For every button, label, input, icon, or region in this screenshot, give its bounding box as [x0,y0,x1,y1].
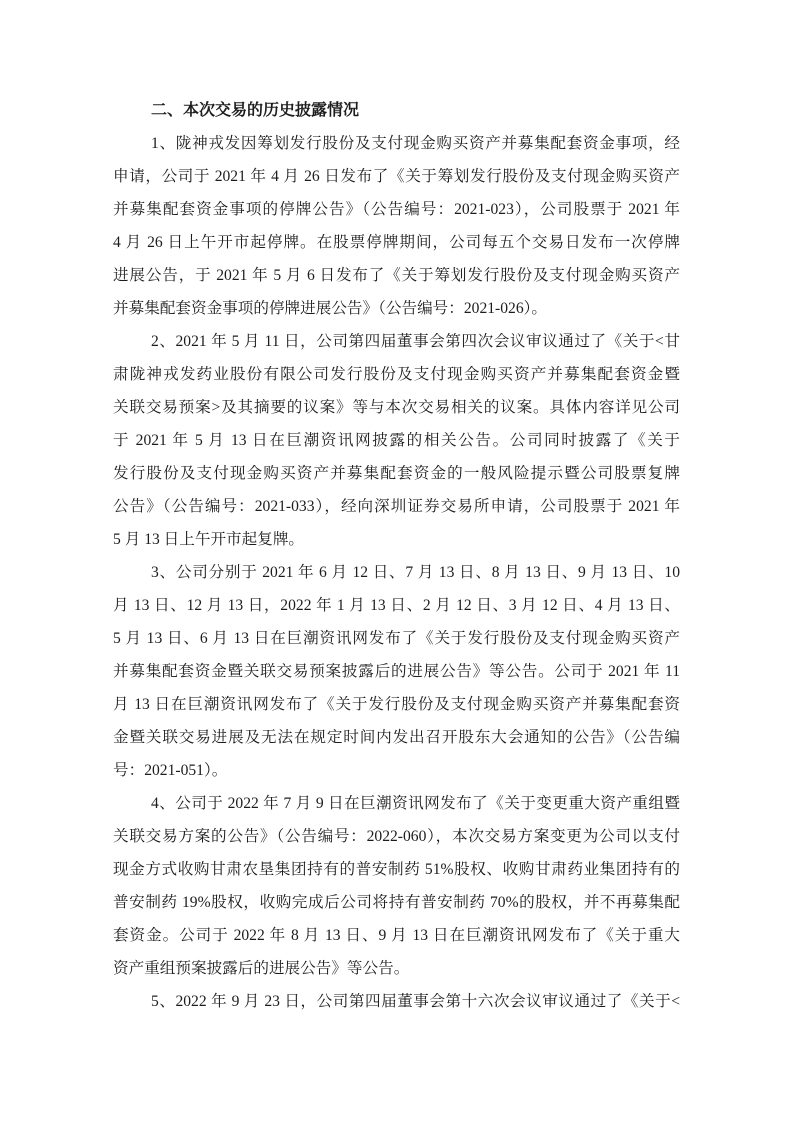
text-line: 5 月 13 日、6 月 13 日在巨潮资讯网发布了《关于发行股份及支付现金购买资产 [113,630,680,647]
text-line: 4、公司于 2022 年 7 月 9 日在巨潮资讯网发布了《关于变更重大资产重组暨 [151,795,680,812]
paragraph-1 [113,127,680,325]
text-line: 并募集配套资金事项的停牌进展公告》（公告编号：2021-026）。 [113,300,548,317]
text-line: 月 13 日在巨潮资讯网发布了《关于发行股份及支付现金购买资产并募集配套资 [113,696,680,713]
section-heading: 二、本次交易的历史披露情况 [151,102,360,119]
document-body [113,127,680,1018]
paragraph-5 [113,985,680,1018]
text-line: 套资金。公司于 2022 年 8 月 13 日、9 月 13 日在巨潮资讯网发布了《关于重大 [113,927,680,944]
text-line: 5 月 13 日上午开市起复牌。 [113,531,305,548]
text-line: 月 13 日、12 月 13 日，2022 年 1 月 13 日、2 月 12 日、3 月 12 日、4 月 13 日、 [113,597,680,614]
text-line: 申请，公司于 2021 年 4 月 26 日发布了《关于筹划发行股份及支付现金购买资产 [113,168,680,185]
text-line: 于 2021 年 5 月 13 日在巨潮资讯网披露的相关公告。公司同时披露了《关于 [113,432,680,449]
text-line: 金暨关联交易进展及无法在规定时间内发出召开股东大会通知的公告》（公告编 [113,729,680,746]
text-line: 5、2022 年 9 月 23 日，公司第四届董事会第十六次会议审议通过了《关于< [151,993,680,1010]
text-line: 发行股份及支付现金购买资产并募集配套资金的一般风险提示暨公司股票复牌 [113,465,680,482]
text-line: 现金方式收购甘肃农垦集团持有的普安制药 51%股权、收购甘肃药业集团持有的 [113,861,680,878]
text-line: 肃陇神戎发药业股份有限公司发行股份及支付现金购买资产并募集配套资金暨 [113,366,680,383]
paragraph-2 [113,325,680,556]
text-line: 3、公司分别于 2021 年 6 月 12 日、7 月 13 日、8 月 13 日、9 月 13 日、10 [151,564,680,581]
text-line: 1、陇神戎发因筹划发行股份及支付现金购买资产并募集配套资金事项，经 [151,135,680,152]
text-line: 关联交易预案>及其摘要的议案》等与本次交易相关的议案。具体内容详见公司 [113,399,680,416]
text-line: 并募集配套资金暨关联交易预案披露后的进展公告》等公告。公司于 2021 年 11 [113,663,680,680]
text-line: 号：2021-051）。 [113,762,228,779]
text-line: 关联交易方案的公告》（公告编号：2022-060），本次交易方案变更为公司以支付 [113,828,680,845]
text-line: 普安制药 19%股权，收购完成后公司将持有普安制药 70%的股权，并不再募集配 [113,894,680,911]
text-line: 资产重组预案披露后的进展公告》等公告。 [113,960,410,977]
text-line: 公告》（公告编号：2021-033），经向深圳证券交易所申请，公司股票于 2021 年 [113,498,680,515]
text-line: 并募集配套资金事项的停牌公告》（公告编号：2021-023），公司股票于 2021 年 [113,201,680,218]
paragraph-4 [113,787,680,985]
text-line: 2、2021 年 5 月 11 日，公司第四届董事会第四次会议审议通过了《关于<甘 [151,333,680,350]
text-line: 进展公告，于 2021 年 5 月 6 日发布了《关于筹划发行股份及支付现金购买资产 [113,267,680,284]
paragraph-3 [113,556,680,787]
text-line: 4 月 26 日上午开市起停牌。在股票停牌期间，公司每五个交易日发布一次停牌 [113,234,680,251]
